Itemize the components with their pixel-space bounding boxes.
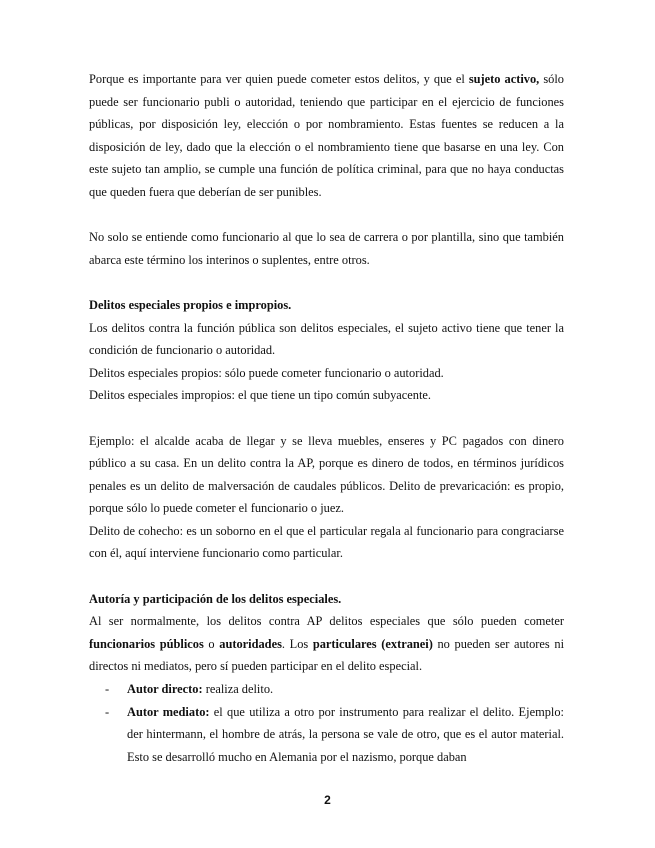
bold-term: funcionarios públicos <box>89 636 204 651</box>
paragraph-text: no pueden ser autores ni directos ni mediatos, pero sí pueden participar en el delito especial. <box>89 636 565 674</box>
blank-line <box>89 407 564 430</box>
paragraph-text: Porque es importante para ver quien puede cometer estos delitos, y que el <box>89 72 469 86</box>
blank-line <box>89 565 564 588</box>
list-item <box>89 678 564 701</box>
paragraph-impropios: Delitos especiales impropios: el que tiene un tipo común subyacente. <box>89 388 432 403</box>
blank-line <box>89 204 564 227</box>
list-item <box>89 701 564 769</box>
bold-term: particulares (extranei) <box>312 636 433 651</box>
paragraph-ejemplo: Ejemplo: el alcalde acaba de llegar y se lleva muebles, enseres y PC pagados con dinero público a su casa. En un delito contra la AP, porque es dinero de todos, en términos jurídicos penales es un delito de malversación de caudales públicos. Delito de prevaricación: es propio, porque sólo lo puede cometer el funcionario o juez. <box>89 433 564 516</box>
blank-line <box>89 271 564 294</box>
bold-term: autoridades <box>219 636 282 651</box>
paragraph-autoria <box>89 610 564 678</box>
paragraph-text: o <box>203 636 220 651</box>
paragraph-text: sólo puede ser funcionario publi o autoridad, teniendo que participar en el ejercicio de funciones públicas, por disposición ley, elección o por nombramiento. Estas fuentes se reducen a la disposición de ley, dado que la elección o el nombramiento tiene que basarse en una ley. Con este sujeto tan amplio, se cumple una función de política criminal, para que no haya conductas que queden fuera que deberían de ser punibles. <box>89 72 564 199</box>
paragraph-funcionario: No solo se entiende como funcionario al que lo sea de carrera o por plantilla, sino que también abarca este término los interinos o suplentes, entre otros. <box>89 230 564 267</box>
paragraph-sujeto-activo <box>89 68 564 204</box>
section-heading-delitos-especiales: Delitos especiales propios e impropios. <box>89 297 292 312</box>
section-heading-autoria: Autoría y participación de los delitos especiales. <box>89 591 342 606</box>
bold-term: sujeto activo, <box>468 72 540 86</box>
dash-bullet: - <box>105 704 110 719</box>
page-body <box>89 68 564 768</box>
page-number: 2 <box>324 793 331 807</box>
autor-list <box>89 678 564 768</box>
list-item-label: Autor directo: <box>127 682 203 697</box>
paragraph-delitos-especiales: Los delitos contra la función pública son delitos especiales, el sujeto activo tiene que tener la condición de funcionario o autoridad. <box>89 320 564 358</box>
list-item-text: el que utiliza a otro por instrumento para realizar el delito. Ejemplo: der hintermann, el hombre de atrás, la persona se vale de otro, que es el autor material. Esto se desarrolló mucho en Alemania por el nazismo, porque daban <box>127 704 564 764</box>
dash-bullet: - <box>105 682 110 697</box>
paragraph-text: . Los <box>281 636 313 651</box>
list-item-text: realiza delito. <box>202 682 274 697</box>
list-item-label: Autor mediato: <box>127 704 210 719</box>
paragraph-text: Al ser normalmente, los delitos contra AP delitos especiales que sólo pueden cometer <box>89 614 564 629</box>
paragraph-cohecho: Delito de cohecho: es un soborno en el que el particular regala al funcionario para congraciarse con él, aquí interviene funcionario como particular. <box>89 523 564 561</box>
paragraph-propios: Delitos especiales propios: sólo puede cometer funcionario o autoridad. <box>89 365 444 380</box>
